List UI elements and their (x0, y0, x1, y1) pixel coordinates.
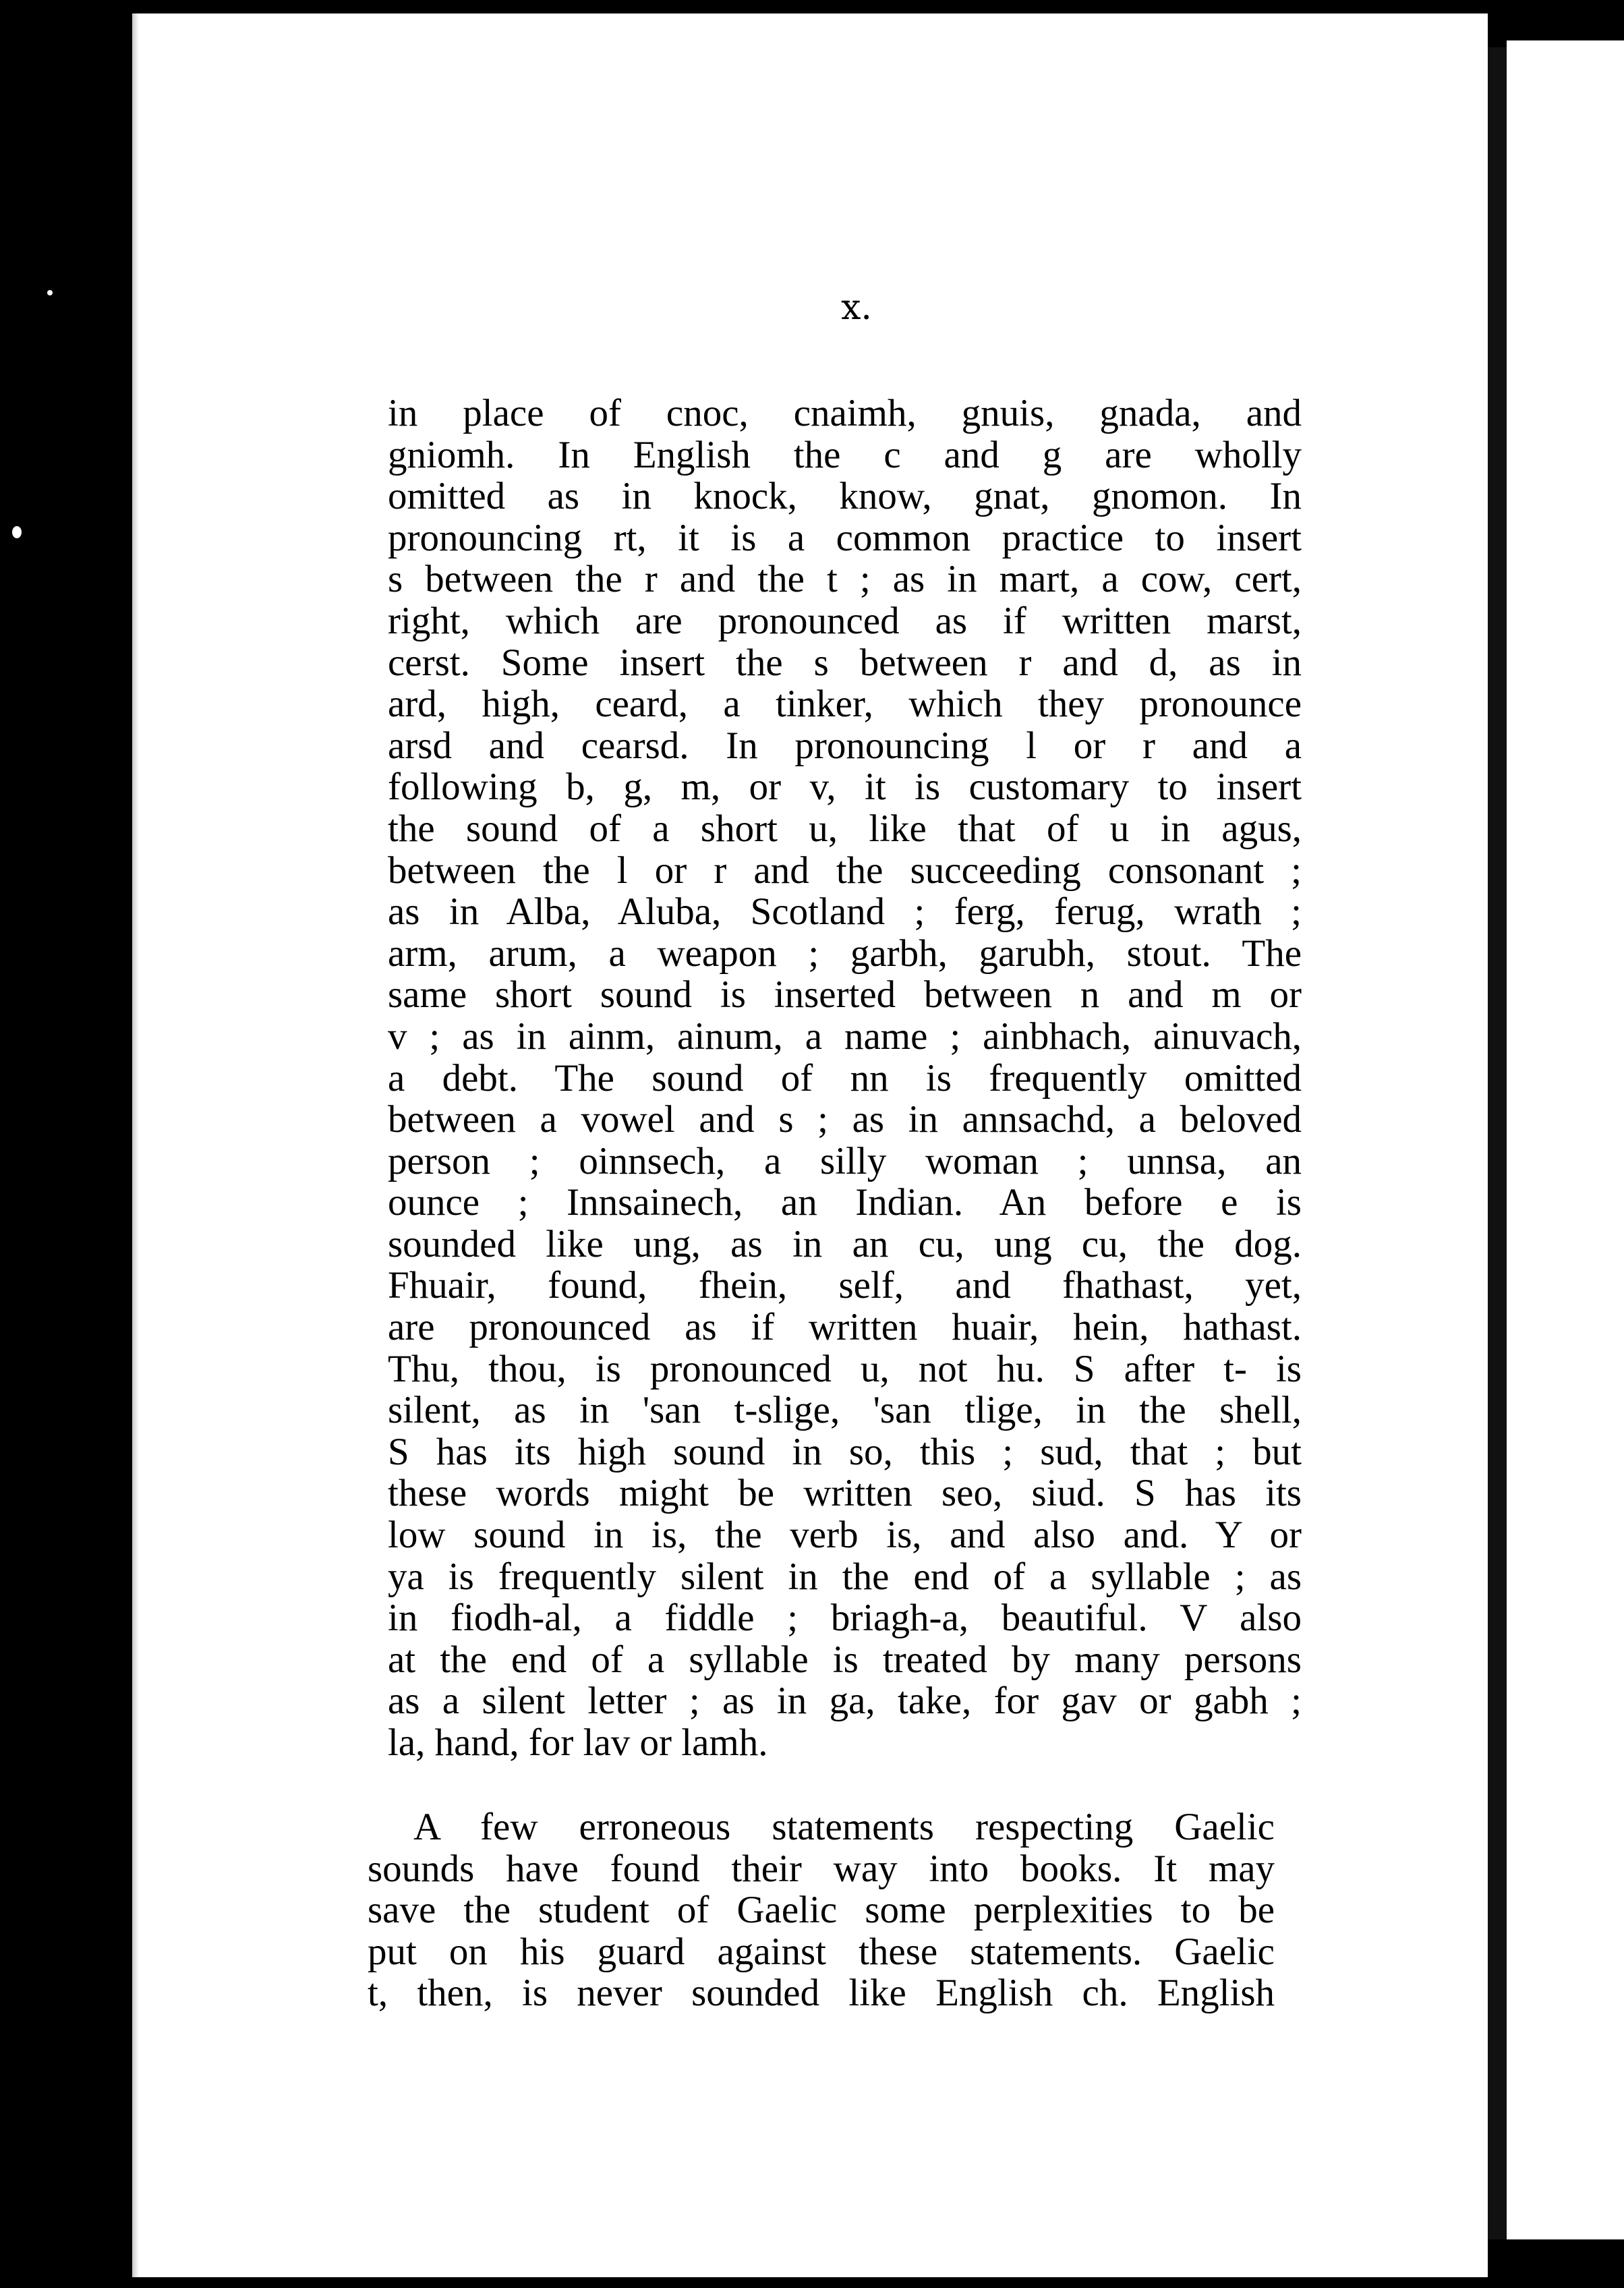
text-line: S has its high sound in so, this ; sud, that ; but (388, 1430, 1302, 1473)
paragraph-gaelic-pronunciation (388, 393, 1302, 1764)
text-line: between the l or r and the succeeding consonant ; (388, 849, 1302, 892)
text-line: the sound of a short u, like that of u in agus, (388, 807, 1302, 850)
text-line: ard, high, ceard, a tinker, which they pronounce (388, 683, 1302, 726)
text-line: A few erroneous statements respecting Gaelic (413, 1806, 1275, 1848)
page-gutter-shading (132, 13, 139, 2277)
page-edge-shadow (1488, 47, 1507, 2239)
text-line: same short sound is inserted between n and m or (388, 973, 1302, 1017)
text-line: arsd and cearsd. In pronouncing l or r and a (388, 724, 1302, 767)
text-line: low sound in is, the verb is, and also and. Y or (388, 1514, 1302, 1557)
text-line: t, then, is never sounded like English ch. English (368, 1972, 1275, 2015)
text-line: at the end of a syllable is treated by many persons (388, 1638, 1302, 1681)
text-line: Thu, thou, is pronounced u, not hu. S after t- is (388, 1347, 1302, 1390)
text-line: la, hand, for lav or lamh. (388, 1721, 768, 1764)
text-line: arm, arum, a weapon ; garbh, garubh, stout. The (388, 932, 1302, 975)
text-line: sounds have found their way into books. It may (368, 1847, 1275, 1890)
text-line: v ; as in ainm, ainum, a name ; ainbhach, ainuvach, (388, 1014, 1302, 1058)
paragraph-erroneous-statements (368, 1806, 1275, 2014)
text-line: in fiodh-al, a fiddle ; briagh-a, beautiful. V also (388, 1597, 1302, 1640)
text-line: gniomh. In English the c and g are wholly (388, 433, 1302, 476)
text-line: omitted as in knock, know, gnat, gnomon. In (388, 475, 1302, 518)
text-line: put on his guard against these statements. Gaelic (368, 1930, 1275, 1973)
text-line: right, which are pronounced as if written marst, (388, 599, 1302, 642)
text-line: ounce ; Innsainech, an Indian. An before e is (388, 1181, 1302, 1224)
text-line: s between the r and the t ; as in mart, a cow, cert, (388, 558, 1302, 601)
page-number: x. (841, 287, 872, 328)
text-line: these words might be written seo, siud. S has its (388, 1472, 1302, 1515)
text-line: a debt. The sound of nn is frequently omitted (388, 1056, 1302, 1099)
text-line: person ; oinnsech, a silly woman ; unnsa, an (388, 1139, 1302, 1182)
scan-speck (12, 526, 22, 538)
text-line: are pronounced as if written huair, hein, hathast. (388, 1306, 1302, 1349)
text-line: as a silent letter ; as in ga, take, for gav or gabh ; (388, 1680, 1302, 1723)
text-line: ya is frequently silent in the end of a syllable ; as (388, 1555, 1302, 1598)
text-line: Fhuair, found, fhein, self, and fhathast, yet, (388, 1264, 1302, 1307)
text-line: silent, as in 'san t-slige, 'san tlige, in the shell, (388, 1389, 1302, 1432)
scan-speck (47, 290, 53, 295)
text-line: sounded like ung, as in an cu, ung cu, the dog. (388, 1222, 1302, 1265)
text-line: pronouncing rt, it is a common practice to insert (388, 516, 1302, 559)
facing-page-edge (1507, 40, 1624, 2239)
text-line: cerst. Some insert the s between r and d, as in (388, 641, 1302, 684)
text-line: save the student of Gaelic some perplexities to be (368, 1889, 1275, 1932)
text-line: following b, g, m, or v, it is customary to insert (388, 766, 1302, 809)
text-line: in place of cnoc, cnaimh, gnuis, gnada, and (388, 392, 1302, 434)
text-line: as in Alba, Aluba, Scotland ; ferg, ferug, wrath ; (388, 890, 1302, 934)
text-line: between a vowel and s ; as in annsachd, a beloved (388, 1098, 1302, 1141)
